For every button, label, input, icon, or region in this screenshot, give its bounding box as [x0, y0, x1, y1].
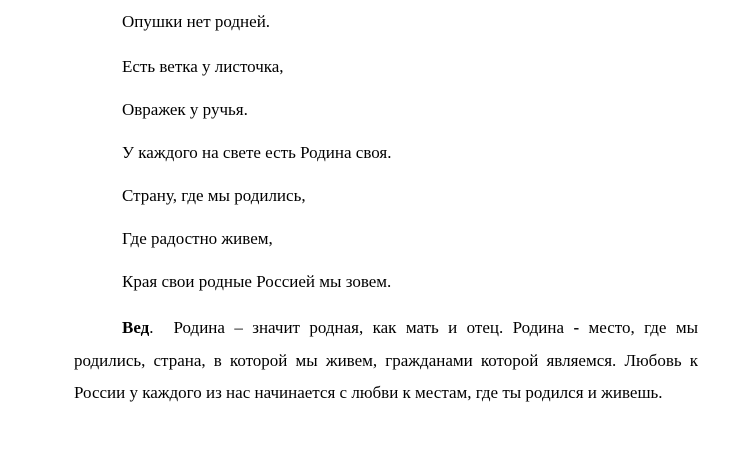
verse-line-7: Края свои родные Россией мы зовем.: [122, 272, 392, 291]
verse-line-3: Овражек у ручья.: [122, 100, 248, 119]
verse-line-5: Страну, где мы родились,: [122, 186, 306, 205]
verse-line-4: У каждого на свете есть Родина своя.: [122, 143, 392, 162]
presenter-paragraph: [74, 312, 698, 410]
speaker-punctuation: .: [149, 318, 154, 337]
verse-line-6: Где радостно живем,: [122, 229, 273, 248]
verse-line-2: Есть ветка у листочка,: [122, 57, 284, 76]
bold-dash: -: [573, 318, 580, 337]
paragraph-text-part2: место, где мы родились, страна, в которой мы живем, гражданами которой являемся. Любовь к России у каждого из нас начинается с любви к местам, где ты родился и живешь.: [74, 318, 699, 402]
paragraph-text-part1: Родина – значит родная, как мать и отец. Родина: [173, 318, 565, 337]
speaker-label: Вед: [122, 318, 150, 337]
verse-line-1: Опушки нет родней.: [122, 12, 271, 31]
